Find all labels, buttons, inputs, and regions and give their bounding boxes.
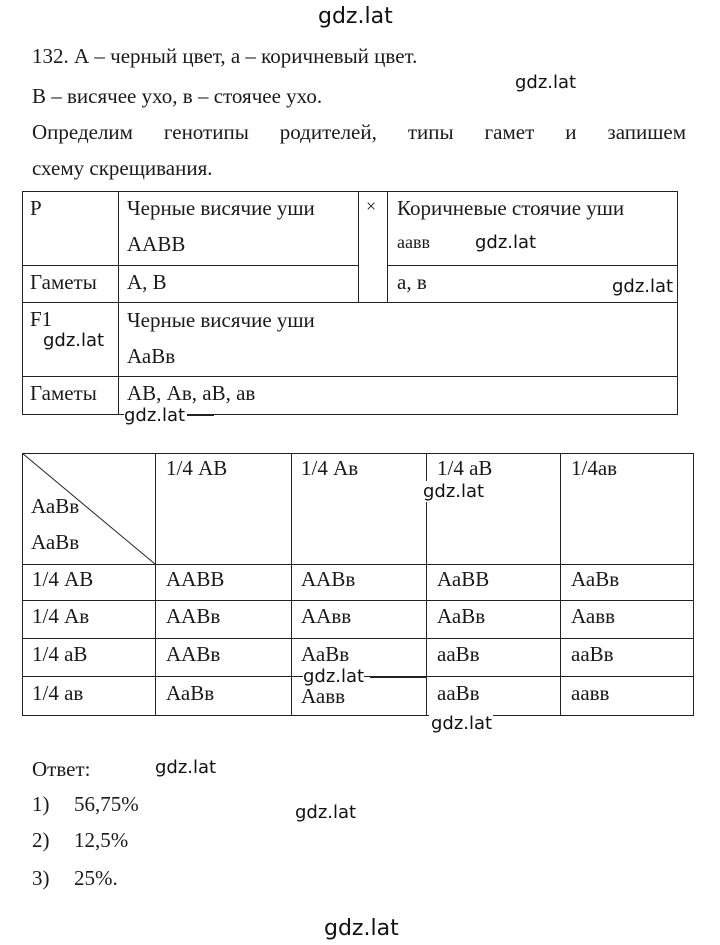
- answer-item-3-number: 3): [32, 866, 50, 890]
- genotype-cell: АаВв: [166, 681, 215, 705]
- answer-label: Ответ:: [32, 757, 91, 781]
- row-header: 1/4 аВ: [32, 642, 88, 666]
- cross-sign: ×: [366, 196, 377, 216]
- f1-gametes-label: Гаметы: [30, 381, 97, 405]
- genotype-cell: ААвв: [301, 604, 352, 628]
- corner-label-bottom: АаВв: [31, 530, 80, 554]
- col-header: 1/4 АВ: [166, 456, 228, 480]
- header-site-watermark: gdz.lat: [318, 4, 393, 29]
- parent2-phenotype: Коричневые стоячие уши: [397, 196, 625, 220]
- problem-statement-line-3: Определим генотипы родителей, типы гамет и запишем: [32, 120, 686, 144]
- watermark: gdz.lat: [475, 232, 537, 253]
- f1-phenotype: Черные висячие уши: [127, 308, 315, 332]
- genotype-cell: АаВв: [437, 604, 486, 628]
- genotype-cell: аавв: [571, 681, 610, 705]
- parent2-gametes: а, в: [397, 270, 427, 294]
- genotype-cell: ААВв: [166, 642, 221, 666]
- watermark: gdz.lat: [303, 666, 365, 687]
- answer-item-1-value: 56,75%: [74, 792, 139, 816]
- genotype-cell: ААВВ: [166, 567, 225, 591]
- watermark: gdz.lat: [295, 802, 357, 823]
- genotype-cell: ааВв: [437, 642, 480, 666]
- genotype-cell: ААВв: [301, 567, 356, 591]
- row-header: 1/4 АВ: [32, 567, 94, 591]
- problem-statement-line-2: В – висячее ухо, в – стоячее ухо.: [32, 84, 323, 108]
- genotype-cell: ааВв: [437, 681, 480, 705]
- f1-gametes: АВ, Ав, аВ, ав: [127, 381, 256, 405]
- parent2-genotype: аавв: [397, 232, 430, 252]
- parent1-gametes: А, В: [127, 270, 167, 294]
- col-header: 1/4 Ав: [301, 456, 359, 480]
- watermark: gdz.lat: [155, 757, 217, 778]
- problem-statement-line-4: схему скрещивания.: [32, 156, 213, 180]
- f1-genotype: АаВв: [127, 344, 176, 368]
- watermark: gdz.lat: [43, 330, 105, 351]
- col-header: 1/4 аВ: [437, 456, 493, 480]
- parent1-phenotype: Черные висячие уши: [127, 196, 315, 220]
- watermark: gdz.lat: [515, 72, 577, 93]
- genotype-cell: Аавв: [301, 684, 346, 708]
- footer-site-watermark: gdz.lat: [324, 916, 399, 941]
- row-header: 1/4 ав: [32, 681, 84, 705]
- gametes-label: Гаметы: [30, 270, 97, 294]
- genotype-cell: АаВВ: [437, 567, 490, 591]
- watermark: gdz.lat: [612, 276, 674, 297]
- watermark: gdz.lat: [423, 481, 485, 502]
- parent1-genotype: ААВВ: [127, 232, 186, 256]
- watermark: gdz.lat: [124, 405, 186, 426]
- f1-label: F1: [30, 307, 53, 331]
- row-header: 1/4 Ав: [32, 604, 90, 628]
- answer-item-2-number: 2): [32, 828, 50, 852]
- answer-item-1-number: 1): [32, 792, 50, 816]
- genotype-cell: АаВв: [301, 642, 350, 666]
- genotype-cell: АаВв: [571, 567, 620, 591]
- genotype-cell: Аавв: [571, 604, 616, 628]
- genotype-cell: ааВв: [571, 642, 614, 666]
- answer-item-3-value: 25%.: [74, 866, 118, 890]
- genotype-cell: ААВв: [166, 604, 221, 628]
- problem-statement-line-1: 132. А – черный цвет, а – коричневый цвет.: [32, 44, 418, 68]
- corner-label-top: АаВв: [31, 494, 80, 518]
- answer-item-2-value: 12,5%: [74, 828, 129, 852]
- p-label: Р: [30, 196, 42, 220]
- watermark: gdz.lat: [431, 713, 493, 734]
- col-header: 1/4ав: [571, 456, 618, 480]
